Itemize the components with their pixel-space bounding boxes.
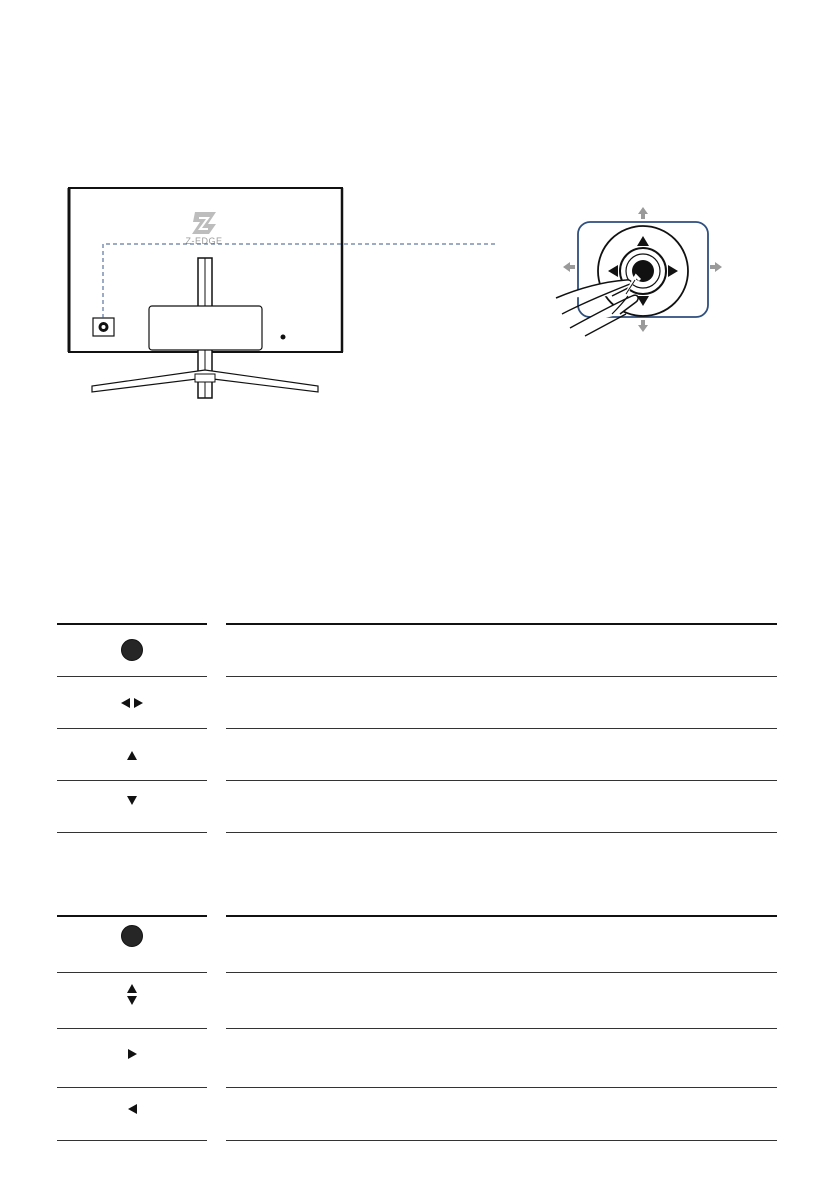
table-row: [57, 916, 207, 956]
row-description: [226, 729, 777, 781]
table-row: [57, 729, 207, 781]
row-divider: [226, 1140, 777, 1141]
row-divider: [57, 1140, 207, 1141]
row-description: [226, 781, 777, 833]
row-description: [226, 973, 777, 1029]
brand-logo-text: Z-EDGE: [185, 236, 223, 246]
center-press-icon: [121, 639, 143, 661]
table-row: [57, 1088, 207, 1130]
monitor-back: [69, 188, 342, 398]
center-press-icon: [121, 925, 143, 947]
table-row: [57, 973, 207, 1015]
right-arrow-icon: [128, 1049, 137, 1059]
up-arrow-icon: [127, 751, 137, 760]
joystick-closeup: [556, 207, 722, 336]
table-row: [57, 1029, 207, 1079]
down-arrow-icon: [127, 796, 137, 805]
row-description: [226, 677, 777, 729]
monitor-joystick-illustration: [0, 0, 839, 420]
up-down-arrows-icon: [127, 984, 137, 1005]
row-divider: [226, 832, 777, 833]
left-right-arrows-icon: [121, 698, 143, 708]
table-row: [57, 624, 207, 676]
row-description: [226, 624, 777, 676]
row-divider: [57, 832, 207, 833]
table-row: [57, 781, 207, 819]
table-row: [57, 677, 207, 729]
left-arrow-icon: [128, 1104, 137, 1114]
row-description: [226, 1088, 777, 1140]
row-description: [226, 916, 777, 972]
row-description: [226, 1029, 777, 1087]
